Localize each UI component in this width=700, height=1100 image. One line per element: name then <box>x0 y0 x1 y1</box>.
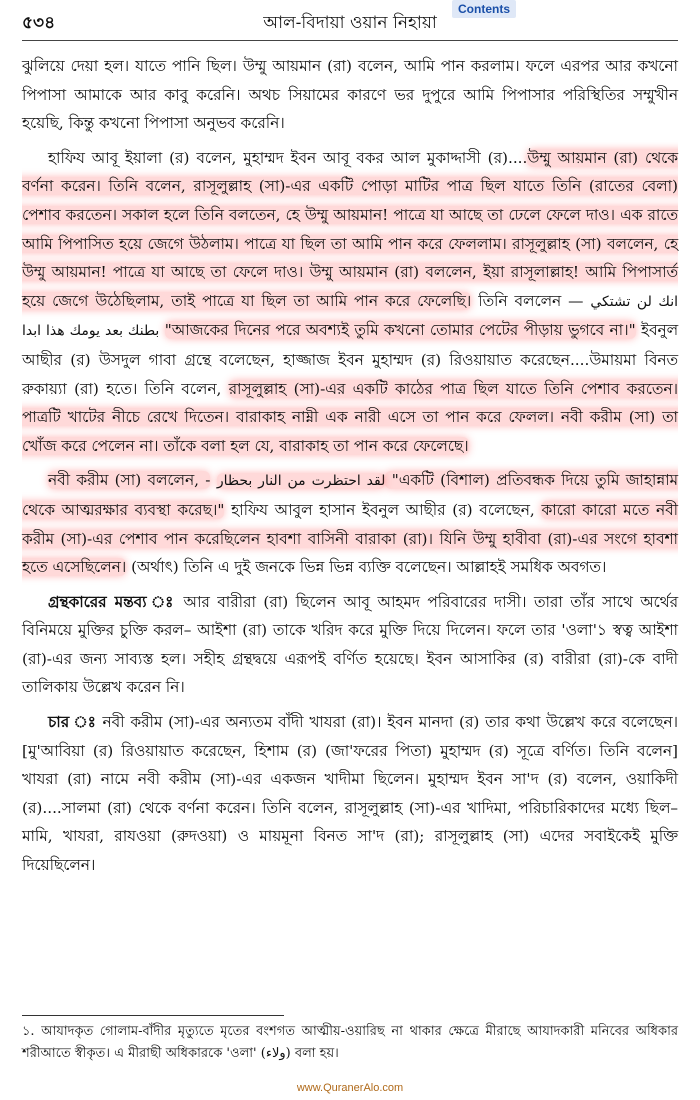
highlight-6: কারো কারো মতে নবী করীম (সা)-এর পেশাব পান করেছিলেন হাবশা বাসিনী বারাকা (রা)। যিনি উম্মু হাবীবা (রা)-এর সংগে হাবশা হতে এসেছিলেন। <box>22 500 679 577</box>
footer-website[interactable]: www.QuranerAlo.com <box>296 1082 404 1094</box>
p2-ibnul-athir: ইবনুল আছীর (র) উসদুল গাবা গ্রন্থে বলেছেন, হাজ্জাজ ইবন মুহাম্মদ (র) রিওয়ায়াত করেছেন....উমায়মা বিনত রুকায়্যা (রা) হতে। তিনি বলেন, <box>22 321 679 398</box>
footnote: ১. আযাদকৃত গোলাম-বাঁদীর মৃত্যুতে মৃতের বংশগত আত্মীয়-ওয়ারিছ না থাকার ক্ষেত্রে মীরাছে আযাদকারী মনিবের অধিকার শরীআতে স্বীকৃত। এ মীরাছী অধিকারকে 'ওলা' (ولاء) বলা হয়। <box>22 1024 678 1061</box>
highlight-2: "আজকের দিনের পরে অবশ্যই তুমি কখনো তোমার পেটের পীড়ায় ভুগবে না।" <box>164 321 636 340</box>
p2-intro: হাফিয আবূ ইয়ালা (র) বলেন, মুহাম্মদ ইবন আবূ বকর আল মুকাদ্দাসী (র).... <box>48 148 528 167</box>
p3-closing: (অর্থাৎ) তিনি এ দুই জনকে ভিন্ন ভিন্ন ব্যক্তি বলেছেন। আল্লাহই সমধিক অবগত। <box>126 558 607 577</box>
author-comment-label: গ্রন্থকারের মন্তব্য ঃ <box>48 592 176 611</box>
contents-link[interactable]: Contents <box>452 0 516 18</box>
section-four-label: চার ঃ <box>48 713 97 732</box>
paragraph-5: চার ঃ নবী করীম (সা)-এর অন্যতম বাঁদী খাযরা (রা)। ইবন মানদা (র) তার কথা উল্লেখ করে বলেছেন। [মু'আবিয়া (র) রিওয়ায়াত করেছেন, হিশাম (র) (জা'ফরের পিতা) মুহাম্মদ (র) সূত্রে বর্ণিত। তিনি বলেন] খাযরা (রা) নামে নবী করীম (সা)-এর একজন খাদীমা ছিলেন। মুহাম্মদ ইবন সা'দ (র) বলেন, ওয়াকিদী (র)....সালমা (রা) থেকে বর্ণনা করেন। তিনি বলেন, রাসূলুল্লাহ (সা)-এর খাদিমা, পরিচারিকাদের মধ্যে ছিল– মামি, খাযরা, রাযওয়া (রুদওয়া) ও মায়মূনা বিনত সা'দ (রা); রাসূলুল্লাহ (সা) এদের সবাইকেই মুক্তি দিয়েছিলেন। <box>22 713 678 875</box>
paragraph-1: ঝুলিয়ে দেয়া হল। যাতে পানি ছিল। উম্মু আয়মান (রা) বলেন, আমি পান করলাম। ফলে এরপর আর কখনো পিপাসা আমাকে আর কাবু করেনি। অথচ সিয়ামের কারণে ভর দুপুরে আমি পিপাসার পরিস্থিতির সম্মুখীন হয়েছি, কিন্তু কখনো পিপাসা অনুভব করেনি। <box>22 57 678 133</box>
paragraph-2 <box>22 144 678 461</box>
page-number: ৫৩৪ <box>22 13 56 33</box>
arabic-quote-2: لقد احتظرت من النار بحظار <box>216 473 386 490</box>
highlight-4: নবী করীম (সা) বললেন, - <box>48 471 211 490</box>
header-divider <box>22 40 678 41</box>
highlight-1: উম্মু আয়মান (রা) থেকে বর্ণনা করেন। তিনি বলেন, রাসূলুল্লাহ (সা)-এর একটি পোড়া মাটির পাত্র ছিল যাতে তিনি (রাতের বেলা) পেশাব করতেন। সকাল হলে তিনি বলতেন, হে উম্মু আয়মান! পাত্রে যা আছে তা ঢেলে ফেলে দাও। এক রাতে আমি পিপাসিত হয়ে জেগে উঠলাম। পাত্রে যা ছিল তা আমি পান করে ফেললাম। রাসূলুল্লাহ (সা) বললেন, হে উম্মু আয়মান! পাত্রে যা আছে তা ফেলে দাও। উম্মু আয়মান (রা) বললেন, ইয়া রাসূলাল্লাহ! আমি পিপাসার্ত হয়ে জেগে উঠেছিলাম, তাই পাত্রে যা ছিল তা আমি পান করে ফেলেছি। <box>22 148 678 310</box>
highlight-5: "একটি (বিশাল) প্রতিবন্ধক দিয়ে তুমি জাহান্নাম থেকে আত্মরক্ষার ব্যবস্থা করেছ।" <box>22 471 678 519</box>
body-text <box>22 52 678 886</box>
running-title: আল-বিদায়া ওয়ান নিহায়া <box>263 13 437 33</box>
arabic-quote-1: انك لن تشتكي بطنك بعد يومك هذا ابدا <box>22 293 678 340</box>
paragraph-3 <box>22 466 678 581</box>
highlight-3: রাসূলুল্লাহ (সা)-এর একটি কাঠের পাত্র ছিল যাতে তিনি পেশাব করতেন। পাত্রটি খাটের নীচে রেখে দিতেন। বারাকাহ নাম্নী এক নারী এসে তা পান করে ফেলল। নবী করীম (সা) তা খোঁজ করে পেলেন না। তাঁকে বলা হল যে, বারাকাহ তা পান করে ফেলেছে। <box>22 379 678 455</box>
paragraph-4: গ্রন্থকারের মন্তব্য ঃ আর বারীরা (রা) ছিলেন আবূ আহমদ পরিবারের দাসী। তারা তাঁর সাথে অর্থের বিনিময়ে মুক্তির চুক্তি করল– আইশা (রা) তাকে খরিদ করে মুক্তি দিয়ে দিলেন। ফলে তার 'ওলা'১ স্বত্ব আইশা (রা)-এর জন্য সাব্যস্ত হল। সহীহ গ্রন্থদ্বয়ে এরূপই বর্ণিত হয়েছে। ইবন আসাকির (র) বারীরা (রা)-কে বাদী তালিকায় উল্লেখ করেন নি। <box>22 592 678 697</box>
footnote-divider <box>22 1015 284 1016</box>
page-header <box>22 2 678 33</box>
p2-said: তিনি বললেন — <box>471 291 584 310</box>
p3-hafiz: হাফিয আবুল হাসান ইবনুল আছীর (র) বলেছেন, <box>224 500 542 519</box>
